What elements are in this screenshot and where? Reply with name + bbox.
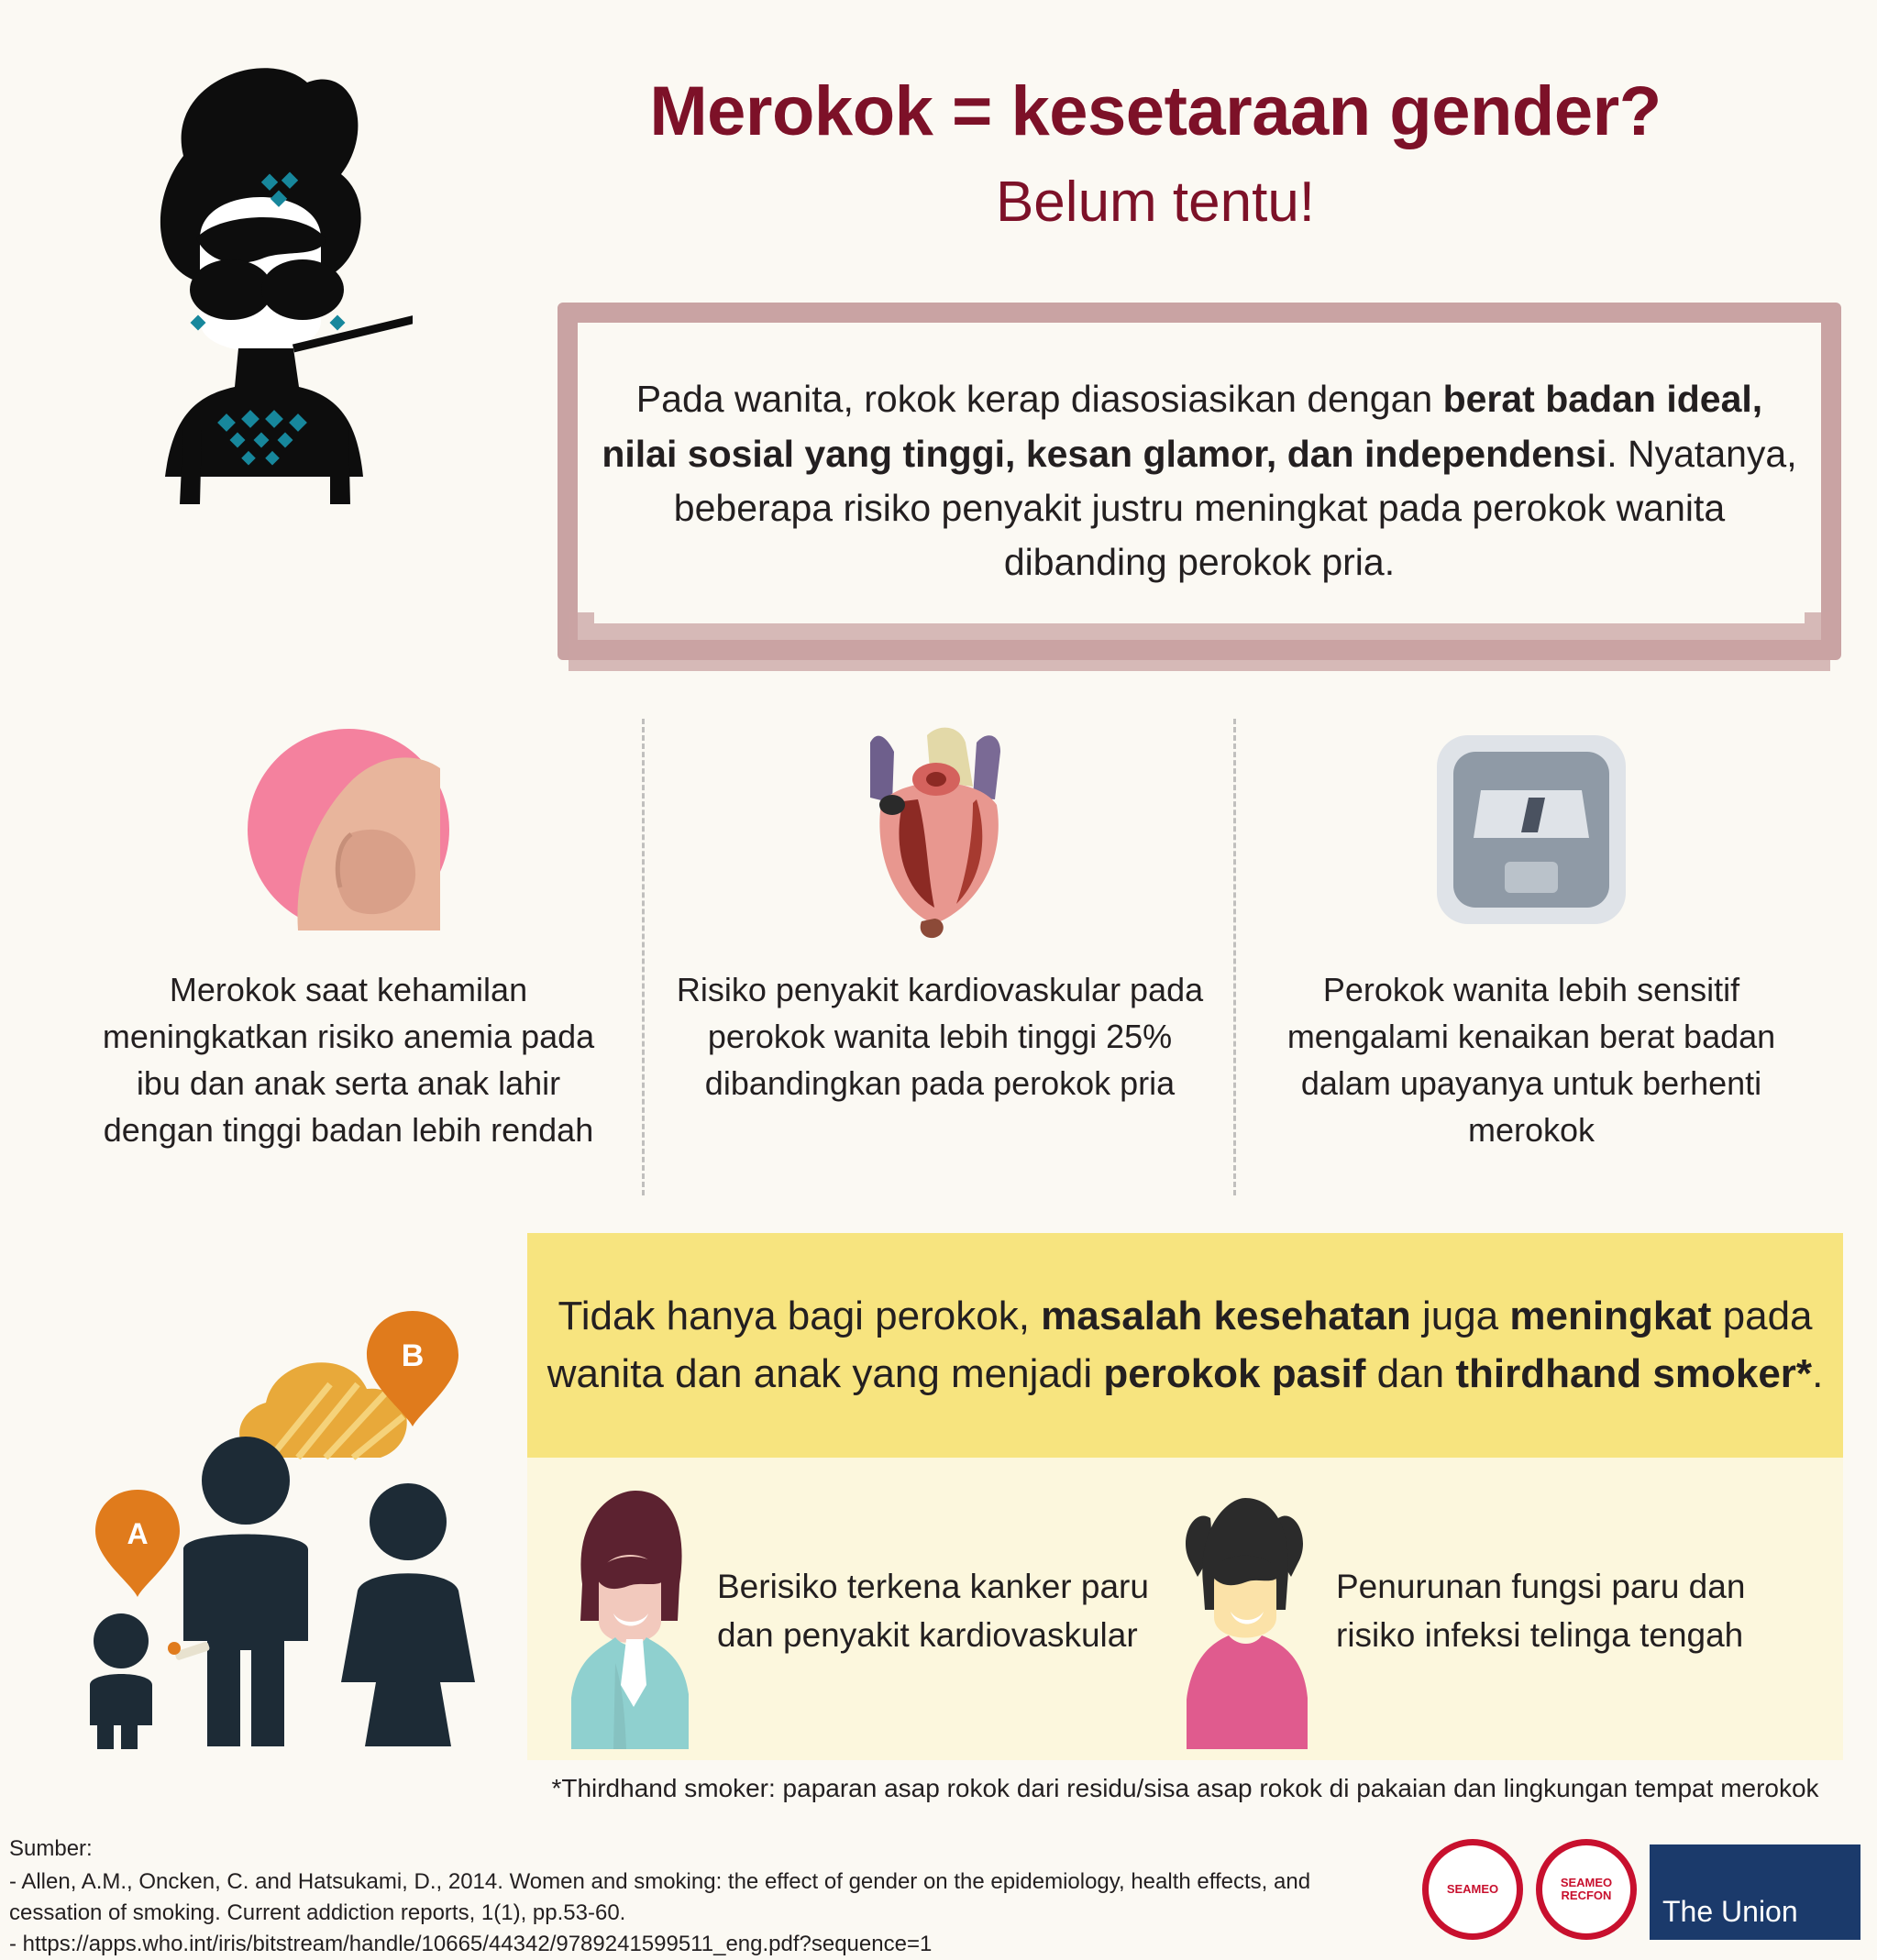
risk-text-cardiovascular: Risiko penyakit kardiovaskular pada perokok wanita lebih tinggi 25% dibandingkan pada perokok pria — [676, 971, 1204, 1103]
affected-groups-panel — [527, 1458, 1843, 1760]
affected-text-child: Penurunan fungsi paru dan risiko infeksi telinga tengah — [1336, 1568, 1746, 1654]
affected-group-woman — [555, 1474, 1178, 1749]
weight-scale-icon — [1256, 706, 1806, 953]
risk-text-pregnancy: Merokok saat kehamilan meningkatkan risiko anemia pada ibu dan anak serta anak lahir dengan tinggi badan lebih rendah — [102, 971, 595, 1150]
svg-text:A: A — [127, 1517, 149, 1550]
heart-anatomy-icon — [665, 706, 1215, 953]
page-title: Merokok = kesetaraan gender? — [649, 72, 1662, 150]
intro-text-part-3: . Nyatanya, beberapa risiko penyakit justru meningkat pada perokok wanita dibanding perokok pria. — [673, 432, 1797, 584]
girl-face-icon — [1174, 1474, 1316, 1749]
affected-text-woman: Berisiko terkena kanker paru dan penyakit kardiovaskular — [717, 1568, 1149, 1654]
intro-text-part-1: Pada wanita, rokok kerap diasosiasikan dengan — [635, 378, 1443, 421]
risk-column-cardiovascular — [646, 706, 1233, 1219]
logo-strip — [1422, 1839, 1860, 1940]
glamour-woman-illustration — [101, 46, 413, 614]
banner-part-2: masalah kesehatan — [1041, 1294, 1411, 1339]
banner-part-1: Tidak hanya bagi perokok, — [558, 1294, 1042, 1339]
risk-columns — [55, 706, 1825, 1219]
intro-text — [594, 372, 1805, 590]
seameo-recfon-logo: SEAMEO RECFON — [1536, 1839, 1637, 1940]
seameo-logo: SEAMEO — [1422, 1839, 1523, 1940]
pregnant-woman-icon — [73, 706, 624, 953]
svg-text:B: B — [401, 1338, 425, 1373]
banner-part-9: . — [1812, 1350, 1824, 1396]
risk-text-weight: Perokok wanita lebih sensitif mengalami kenaikan berat badan dalam upayanya untuk berhenti merokok — [1286, 971, 1776, 1150]
banner-part-7: dan — [1365, 1350, 1456, 1396]
intro-callout — [558, 303, 1841, 660]
thirdhand-footnote: *Thirdhand smoker: paparan asap rokok dari residu/sisa asap rokok di pakaian dan lingkungan tempat merokok — [551, 1774, 1819, 1802]
banner-part-8: thirdhand smoker* — [1455, 1350, 1813, 1396]
banner-part-6: perokok pasif — [1103, 1350, 1366, 1396]
secondhand-smoke-banner — [527, 1233, 1843, 1458]
affected-group-child — [1174, 1474, 1834, 1749]
banner-text — [527, 1288, 1843, 1403]
risk-column-weight — [1238, 706, 1825, 1219]
sources-block — [9, 1833, 1339, 1960]
banner-part-4: meningkat — [1509, 1294, 1712, 1339]
sources-line-1: - Allen, A.M., Oncken, C. and Hatsukami, D., 2014. Women and smoking: the effect of gender on the epidemiology, health effects, and — [9, 1869, 1311, 1895]
sources-line-3[interactable]: - https://apps.who.int/iris/bitstream/handle/10665/44342/9789241599511_eng.pdf?sequence=1 — [9, 1932, 933, 1957]
family-passive-smoking-illustration — [46, 1247, 532, 1760]
intro-text-part-2: berat badan ideal, nilai sosial yang tinggi, kesan glamor, dan independensi — [602, 378, 1763, 475]
page-subtitle: Belum tentu! — [995, 171, 1316, 234]
sources-line-2: cessation of smoking. Current addiction reports, 1(1), pp.53-60. — [9, 1900, 626, 1926]
the-union-logo: The Union — [1650, 1844, 1860, 1940]
woman-face-icon — [555, 1474, 697, 1749]
risk-column-pregnancy — [55, 706, 642, 1219]
banner-part-3: juga — [1410, 1294, 1510, 1339]
sources-label: Sumber: — [9, 1836, 93, 1861]
banner-part-5: pada wanita dan anak yang menjadi — [547, 1294, 1813, 1396]
